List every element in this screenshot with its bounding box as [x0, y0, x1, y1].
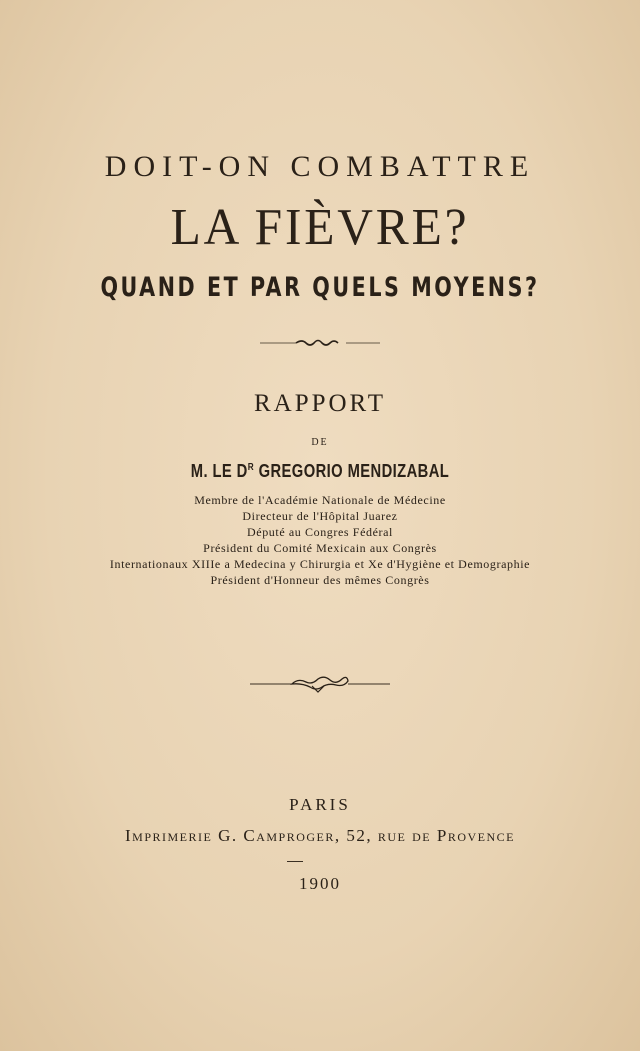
report-de: DE — [311, 437, 329, 448]
credential-line: Député au Congres Fédéral — [247, 525, 393, 539]
title-line-2: LA FIÈVRE? — [170, 199, 470, 256]
report-heading: RAPPORT — [253, 390, 387, 417]
credential-line: Président du Comité Mexicain aux Congrès — [203, 541, 437, 555]
title-line-1: DOIT-ON COMBATTRE — [104, 150, 536, 183]
author-name — [58, 461, 583, 482]
title-line-3: QUAND ET PAR QUELS MOYENS? — [100, 272, 540, 303]
divider-rule — [287, 861, 303, 862]
ornament-divider-bottom — [0, 675, 640, 697]
imprint-printer: Imprimerie G. Camproger, 52, rue de Provence — [125, 826, 515, 845]
author-full-name: GREGORIO MENDIZABAL — [254, 461, 450, 481]
ornament-divider-top — [0, 335, 640, 351]
credential-line: Internationaux XIIIe a Medecina y Chirurgia et Xe d'Hygiène et Demographie — [109, 557, 531, 571]
credential-line: Président d'Honneur des mêmes Congrès — [210, 573, 430, 587]
imprint-year: 1900 — [299, 874, 341, 893]
author-title-sup: R — [247, 462, 255, 473]
credential-line: Membre de l'Académie Nationale de Médecine — [194, 493, 446, 507]
credential-line: Directeur de l'Hôpital Juarez — [242, 509, 398, 523]
imprint-city: PARIS — [289, 795, 351, 814]
author-prefix: M. LE D — [190, 461, 248, 481]
